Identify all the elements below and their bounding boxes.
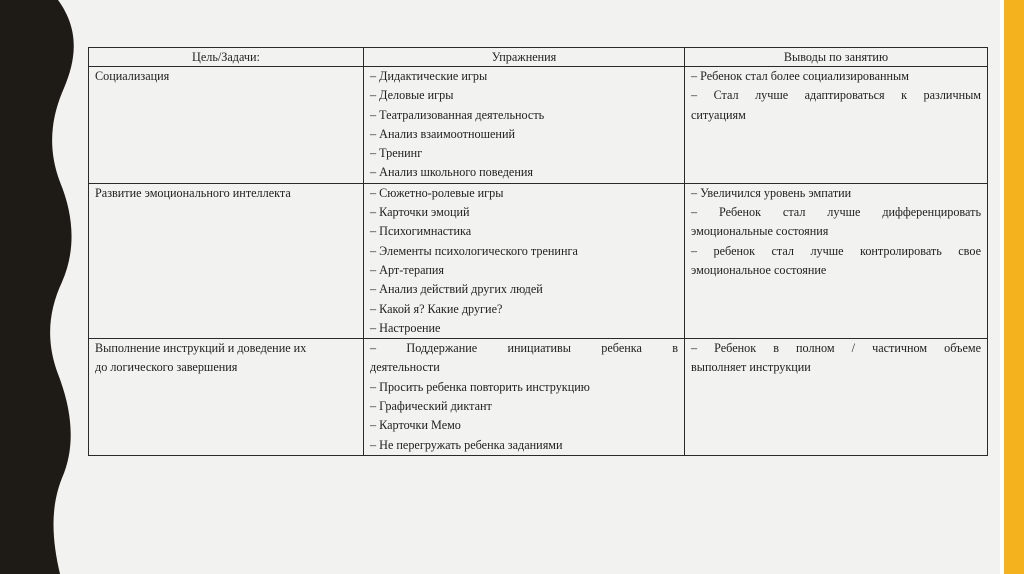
exercises-cell [364, 183, 685, 338]
exercise-item: – Просить ребенка повторить инструкцию [370, 379, 590, 394]
table-row [89, 183, 988, 338]
exercise-item: – Сюжетно-ролевые игры [370, 185, 504, 200]
goal-text: Социализация [95, 69, 170, 83]
exercise-item: – Дидактические игры [370, 69, 488, 83]
exercise-item: – Настроение [370, 320, 441, 335]
exercise-item: – Карточки Мемо [370, 418, 461, 433]
conclusion-text: – Стал лучше адаптироваться к различным [691, 88, 981, 103]
exercise-item: – Анализ взаимоотношений [370, 126, 515, 141]
header-conclusions: Выводы по занятию [685, 48, 988, 67]
conclusion-text: эмоциональные состояния [691, 224, 829, 239]
exercise-item: – Поддержание инициативы ребенка в [370, 341, 678, 356]
table-header-row [89, 48, 988, 67]
exercise-item: – Не перегружать ребенка заданиями [370, 437, 563, 452]
goal-text: до логического завершения [95, 360, 238, 375]
exercise-item: – Арт-терапия [370, 262, 444, 277]
exercise-item: – Элементы психологического тренинга [370, 243, 578, 258]
exercises-cell [364, 67, 685, 184]
conclusion-text: – Увеличился уровень эмпатии [691, 185, 852, 200]
goal-text: Выполнение инструкций и доведение их [95, 341, 307, 356]
exercises-cell [364, 339, 685, 456]
conclusions-cell [685, 67, 988, 184]
exercise-item: – Деловые игры [370, 88, 454, 103]
accent-bar [1004, 0, 1024, 574]
conclusion-text: – Ребенок стал лучше дифференцировать [691, 205, 981, 220]
exercise-item: деятельности [370, 360, 440, 375]
exercise-item: – Карточки эмоций [370, 205, 470, 220]
header-goals: Цель/Задачи: [89, 48, 364, 67]
exercise-item: – Театрализованная деятельность [370, 107, 545, 122]
decorative-left-band [0, 0, 80, 574]
exercise-item: – Психогимнастика [370, 224, 472, 239]
exercise-item: – Анализ школьного поведения [370, 165, 533, 180]
table-row [89, 67, 988, 184]
conclusion-text: – ребенок стал лучше контролировать свое [691, 243, 981, 258]
conclusions-cell [685, 339, 988, 456]
header-exercises: Упражнения [364, 48, 685, 67]
exercise-item: – Графический диктант [370, 399, 492, 414]
goal-text: Развитие эмоционального интеллекта [95, 185, 291, 200]
conclusion-text: ситуациям [691, 107, 746, 122]
wavy-edge-shape [0, 0, 74, 574]
exercise-item: – Анализ действий других людей [370, 282, 543, 297]
conclusions-cell [685, 183, 988, 338]
conclusion-text: выполняет инструкции [691, 360, 811, 375]
conclusion-text: – Ребенок стал более социализированным [691, 69, 909, 83]
conclusion-text: эмоциональное состояние [691, 262, 827, 277]
goal-cell [89, 339, 364, 456]
lesson-table [88, 47, 988, 456]
conclusion-text: – Ребенок в полном / частичном объеме [691, 341, 981, 356]
table-row [89, 339, 988, 456]
goal-cell [89, 67, 364, 184]
exercise-item: – Тренинг [370, 146, 423, 161]
exercise-item: – Какой я? Какие другие? [370, 301, 503, 316]
goal-cell [89, 183, 364, 338]
